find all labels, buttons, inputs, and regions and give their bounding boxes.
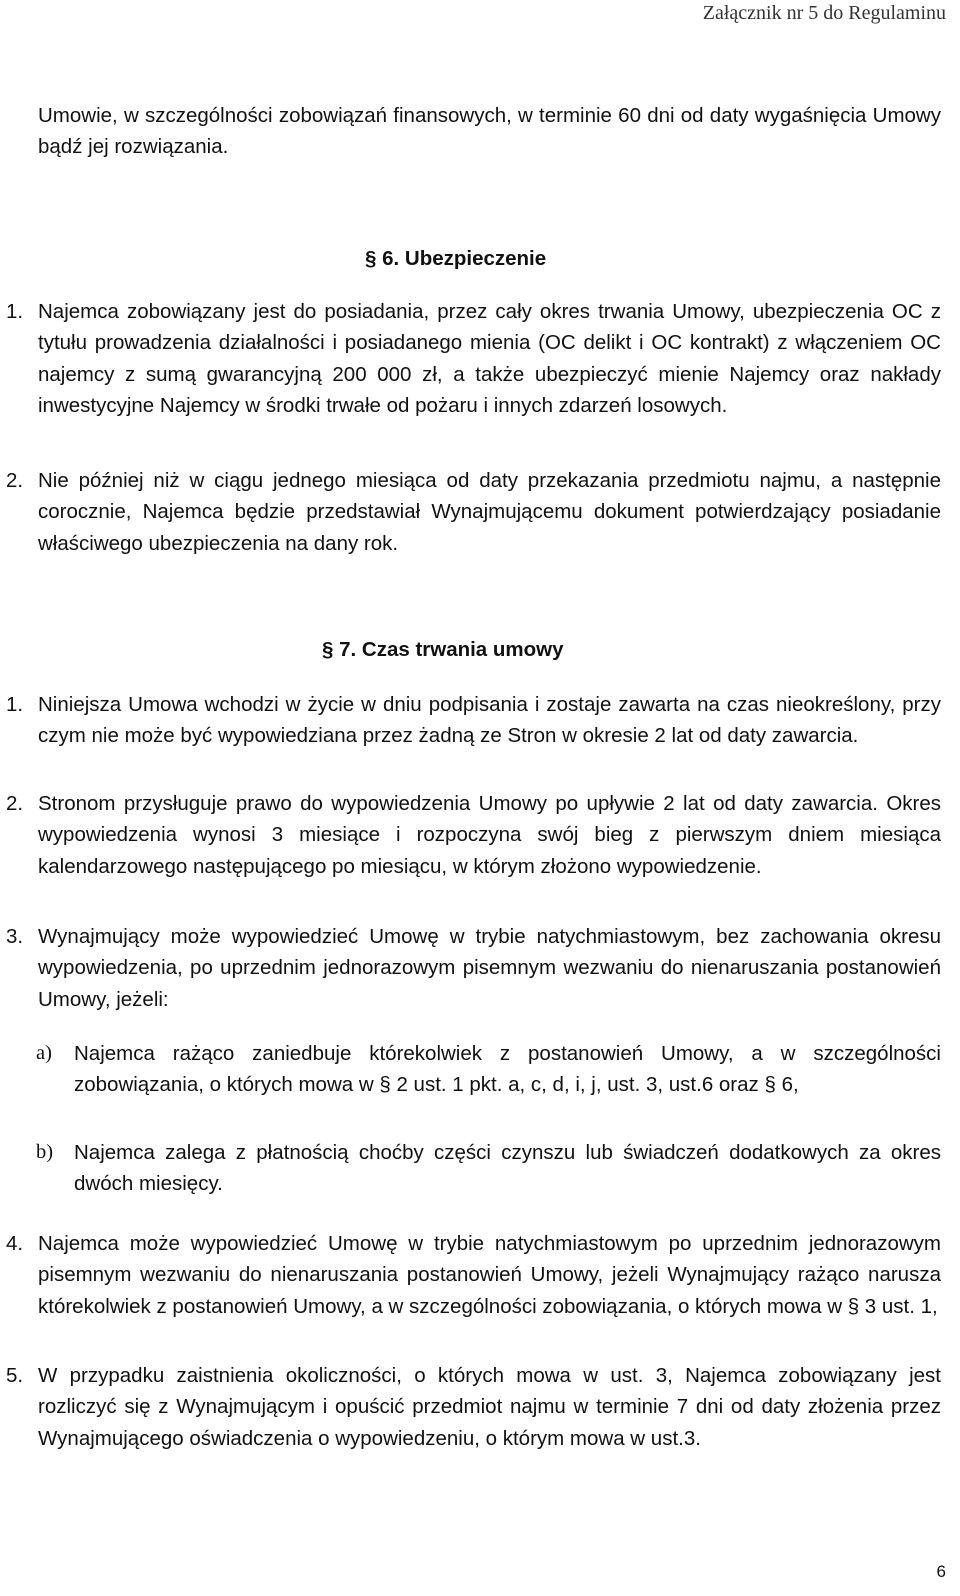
section-7-item-3	[0, 921, 941, 1015]
item-text: Wynajmujący może wypowiedzieć Umowę w trybie natychmiastowym, bez zachowania okresu wypowiedzenia, po uprzednim jednorazowym pisemnym wezwaniu do nienaruszania postanowień Umowy, jeżeli:	[38, 925, 941, 1011]
item-number: 2.	[6, 792, 24, 815]
item-text: Stronom przysługuje prawo do wypowiedzenia Umowy po upływie 2 lat od daty zawarcia. Okres wypowiedzenia wynosi 3 miesiące i rozpoczyna swój bieg z pierwszym dniem miesiąca kalendarzowego następującego po miesiącu, w którym złożono wypowiedzenie.	[38, 792, 941, 878]
item-text: Najemca zobowiązany jest do posiadania, przez cały okres trwania Umowy, ubezpieczenia OC z tytułu prowadzenia działalności i posiadanego mienia (OC delikt i OC kontrakt) z włączeniem OC najemcy z sumą gwarancyjną 200 000 zł, a także ubezpieczyć mienie Najemcy oraz nakłady inwestycyjne Najemcy w środki trwałe od pożaru i innych zdarzeń losowych.	[38, 300, 941, 417]
item-text: Nie później niż w ciągu jednego miesiąca od daty przekazania przedmiotu najmu, a następnie corocznie, Najemca będzie przedstawiał Wynajmującemu dokument potwierdzający posiadanie właściwego ubezpieczenia na dany rok.	[38, 469, 941, 555]
section-6-item-1	[0, 296, 941, 421]
section-7-item-2	[0, 788, 941, 882]
subitem-text: Najemca rażąco zaniedbuje którekolwiek z postanowień Umowy, a w szczególności zobowiązania, o których mowa w § 2 ust. 1 pkt. a, c, d, i, j, ust. 3, ust.6 oraz § 6,	[74, 1042, 941, 1097]
item-text: W przypadku zaistnienia okoliczności, o których mowa w ust. 3, Najemca zobowiązany jest rozliczyć się z Wynajmującym i opuścić przedmiot najmu w terminie 7 dni od daty złożenia przez Wynajmującego oświadczenia o wypowiedzeniu, o którym mowa w ust.3.	[38, 1364, 941, 1450]
subitem-text: Najemca zalega z płatnością choćby części czynszu lub świadczeń dodatkowych za okres dwóch miesięcy.	[74, 1141, 941, 1196]
section-7-item-4	[0, 1228, 941, 1322]
item-number: 4.	[6, 1232, 24, 1255]
item-number: 5.	[6, 1364, 24, 1387]
section-7-item-5	[0, 1360, 941, 1454]
subitem-letter: a)	[36, 1042, 52, 1064]
section-7-item-1	[0, 689, 941, 752]
section-7-subitem-a	[36, 1038, 941, 1101]
item-number: 2.	[6, 469, 24, 492]
page-header: Załącznik nr 5 do Regulaminu	[702, 2, 946, 24]
item-text: Niniejsza Umowa wchodzi w życie w dniu podpisania i zostaje zawarta na czas nieokreślony, przy czym nie może być wypowiedziana przez żadną ze Stron w okresie 2 lat od daty zawarcia.	[38, 693, 941, 748]
intro-paragraph: Umowie, w szczególności zobowiązań finansowych, w terminie 60 dni od daty wygaśnięcia Umowy bądź jej rozwiązania.	[38, 104, 941, 159]
section-7-subitem-b	[36, 1137, 941, 1200]
item-number: 1.	[6, 300, 24, 323]
item-number: 1.	[6, 693, 24, 716]
section-6-heading: § 6. Ubezpieczenie	[365, 247, 547, 270]
section-6-item-2	[0, 465, 941, 559]
item-text: Najemca może wypowiedzieć Umowę w trybie natychmiastowym po uprzednim jednorazowym pisemnym wezwaniu do nienaruszania postanowień Umowy, jeżeli Wynajmujący rażąco narusza którekolwiek z postanowień Umowy, a w szczególności zobowiązania, o których mowa w § 3 ust. 1,	[38, 1232, 941, 1318]
page-number: 6	[936, 1562, 946, 1581]
section-7-heading: § 7. Czas trwania umowy	[322, 638, 564, 661]
item-number: 3.	[6, 925, 24, 948]
subitem-letter: b)	[36, 1141, 54, 1163]
